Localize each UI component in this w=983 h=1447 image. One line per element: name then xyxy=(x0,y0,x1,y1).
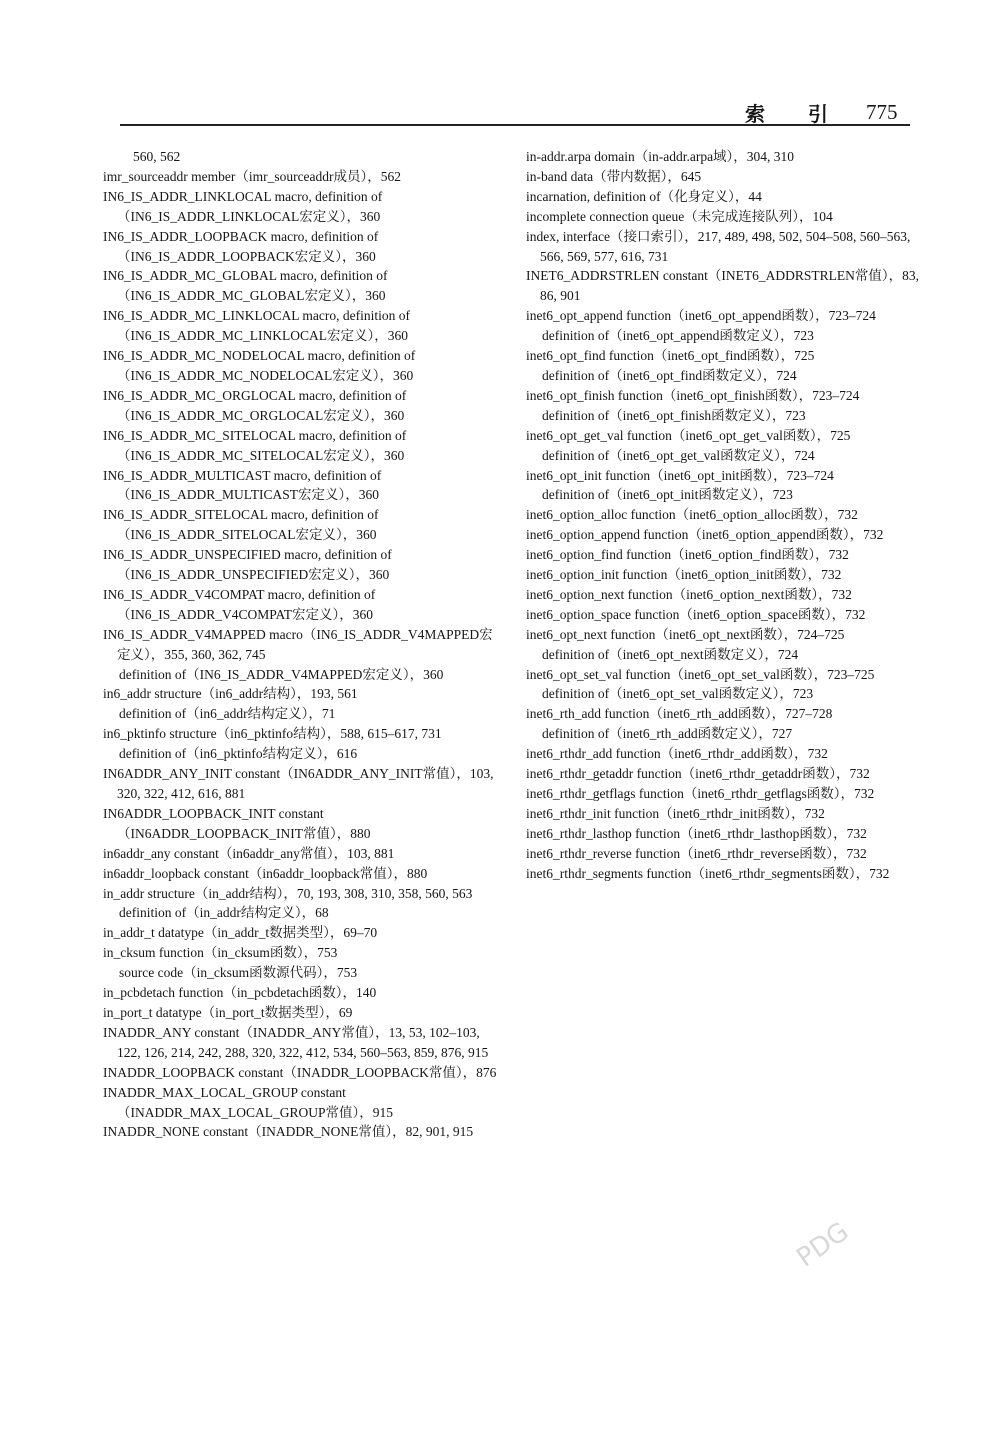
index-subentry: source code（in_cksum函数源代码），753 xyxy=(119,965,358,981)
index-subentry: definition of（IN6_IS_ADDR_V4MAPPED宏定义），360 xyxy=(119,666,444,682)
index-entry: inet6_rthdr_reverse function（inet6_rthdr_reverse函数），732 xyxy=(526,845,867,861)
index-entry: IN6_IS_ADDR_SITELOCAL macro, definition of（IN6_IS_ADDR_SITELOCAL宏定义），360 xyxy=(103,507,379,543)
index-entry: IN6_IS_ADDR_MC_SITELOCAL macro, definition of（IN6_IS_ADDR_MC_SITELOCAL宏定义），360 xyxy=(103,427,407,463)
index-entry: inet6_opt_finish function（inet6_opt_finish函数），723–724 xyxy=(526,387,860,403)
index-subentry: definition of（inet6_rth_add函数定义），727 xyxy=(542,726,793,742)
index-entry: inet6_option_init function（inet6_option_init函数），732 xyxy=(526,567,842,583)
index-entry: in6_pktinfo structure（in6_pktinfo结构），588, 615–617, 731 xyxy=(103,726,442,742)
index-entry: inet6_option_next function（inet6_option_next函数），732 xyxy=(526,586,852,602)
index-entry: in_cksum function（in_cksum函数），753 xyxy=(103,945,338,961)
index-entry: IN6_IS_ADDR_V4COMPAT macro, definition of（IN6_IS_ADDR_V4COMPAT宏定义），360 xyxy=(103,586,376,622)
index-subentry: definition of（in6_addr结构定义），71 xyxy=(119,706,336,722)
page-header xyxy=(0,0,983,130)
index-entry: inet6_rthdr_init function（inet6_rthdr_init函数），732 xyxy=(526,805,825,821)
index-subentry: definition of（inet6_opt_append函数定义），723 xyxy=(542,328,814,344)
index-entry: inet6_opt_find function（inet6_opt_find函数），725 xyxy=(526,348,815,364)
index-entry: inet6_option_alloc function（inet6_option_alloc函数），732 xyxy=(526,507,858,523)
header-label-index-2: 引 xyxy=(808,104,829,126)
index-entry: inet6_rthdr_segments function（inet6_rthdr_segments函数），732 xyxy=(526,865,890,881)
index-subentry: definition of（inet6_opt_set_val函数定义），723 xyxy=(542,686,814,702)
index-entry: inet6_rthdr_lasthop function（inet6_rthdr_lasthop函数），732 xyxy=(526,825,867,841)
index-entry: IN6_IS_ADDR_UNSPECIFIED macro, definition of（IN6_IS_ADDR_UNSPECIFIED宏定义），360 xyxy=(103,547,392,583)
index-entry: inet6_option_find function（inet6_option_find函数），732 xyxy=(526,547,849,563)
index-entry: in_addr structure（in_addr结构），70, 193, 308, 310, 358, 560, 563 xyxy=(103,885,473,901)
index-entry: inet6_opt_append function（inet6_opt_append函数），723–724 xyxy=(526,308,876,324)
index-subentry: definition of（in_addr结构定义），68 xyxy=(119,905,329,921)
index-entry: inet6_rth_add function（inet6_rth_add函数），727–728 xyxy=(526,706,833,722)
index-entry: in_addr_t datatype（in_addr_t数据类型），69–70 xyxy=(103,925,378,941)
index-entry: inet6_opt_next function（inet6_opt_next函数），724–725 xyxy=(526,626,845,642)
index-entry: in6_addr structure（in6_addr结构），193, 561 xyxy=(103,686,358,702)
index-entry: inet6_rthdr_add function（inet6_rthdr_add函数），732 xyxy=(526,746,828,762)
index-entry: 560, 562 xyxy=(133,149,181,164)
index-entry: IN6ADDR_LOOPBACK_INIT constant（IN6ADDR_LOOPBACK_INIT常值），880 xyxy=(103,805,371,841)
index-entry: IN6_IS_ADDR_MC_LINKLOCAL macro, definition of（IN6_IS_ADDR_MC_LINKLOCAL宏定义），360 xyxy=(103,308,410,344)
index-entry: inet6_opt_get_val function（inet6_opt_get_val函数），725 xyxy=(526,427,851,443)
index-entry: inet6_option_append function（inet6_option_append函数），732 xyxy=(526,527,884,543)
index-entry: IN6_IS_ADDR_MULTICAST macro, definition of（IN6_IS_ADDR_MULTICAST宏定义），360 xyxy=(103,467,382,503)
index-entry: IN6ADDR_ANY_INIT constant（IN6ADDR_ANY_INIT常值），103, 320, 322, 412, 616, 881 xyxy=(103,766,494,801)
index-subentry: definition of（inet6_opt_finish函数定义），723 xyxy=(542,407,806,423)
index-entry: inet6_option_space function（inet6_option_space函数），732 xyxy=(526,606,866,622)
index-subentry: definition of（inet6_opt_next函数定义），724 xyxy=(542,646,799,662)
index-subentry: definition of（inet6_opt_find函数定义），724 xyxy=(542,367,797,383)
index-entry: INADDR_MAX_LOCAL_GROUP constant（INADDR_MAX_LOCAL_GROUP常值），915 xyxy=(103,1084,394,1120)
index-subentry: definition of（in6_pktinfo结构定义），616 xyxy=(119,746,358,762)
index-entry: inet6_rthdr_getaddr function（inet6_rthdr_getaddr函数），732 xyxy=(526,766,870,782)
index-subentry: definition of（inet6_opt_init函数定义），723 xyxy=(542,487,793,503)
index-entry: inet6_opt_set_val function（inet6_opt_set_val函数），723–725 xyxy=(526,666,875,682)
index-column-left xyxy=(103,147,499,1142)
index-entry: IN6_IS_ADDR_MC_ORGLOCAL macro, definition of（IN6_IS_ADDR_MC_ORGLOCAL宏定义），360 xyxy=(103,387,407,423)
index-entry: in6addr_any constant（in6addr_any常值），103, 881 xyxy=(103,845,395,861)
index-entry: in_port_t datatype（in_port_t数据类型），69 xyxy=(103,1004,353,1020)
index-entry: incarnation, definition of（化身定义），44 xyxy=(526,188,762,204)
index-entry: inet6_rthdr_getflags function（inet6_rthdr_getflags函数），732 xyxy=(526,786,875,801)
index-entry: in-band data（带内数据），645 xyxy=(526,168,702,184)
index-entry: in-addr.arpa domain（in-addr.arpa域），304, 310 xyxy=(526,149,795,164)
index-entry: IN6_IS_ADDR_MC_GLOBAL macro, definition of（IN6_IS_ADDR_MC_GLOBAL宏定义），360 xyxy=(103,268,388,304)
index-entry: index, interface（接口索引），217, 489, 498, 502, 504–508, 560–563, 566, 569, 577, 616, 731 xyxy=(526,228,911,264)
index-entry: IN6_IS_ADDR_V4MAPPED macro（IN6_IS_ADDR_V4MAPPED宏定义），355, 360, 362, 745 xyxy=(103,626,493,662)
index-entry: in6addr_loopback constant（in6addr_loopback常值），880 xyxy=(103,865,428,881)
index-entry: IN6_IS_ADDR_MC_NODELOCAL macro, definition of（IN6_IS_ADDR_MC_NODELOCAL宏定义），360 xyxy=(103,348,416,383)
index-subentry: definition of（inet6_opt_get_val函数定义），724 xyxy=(542,447,815,463)
index-column-right xyxy=(526,147,922,884)
index-entry: INADDR_NONE constant（INADDR_NONE常值），82, 901, 915 xyxy=(103,1124,474,1140)
index-entry: INADDR_LOOPBACK constant（INADDR_LOOPBACK常值），876 xyxy=(103,1064,497,1080)
index-entry: INET6_ADDRSTRLEN constant（INET6_ADDRSTRLEN常值），83, 86, 901 xyxy=(526,268,919,304)
index-entry: IN6_IS_ADDR_LINKLOCAL macro, definition of（IN6_IS_ADDR_LINKLOCAL宏定义），360 xyxy=(103,188,383,224)
page-number: 775 xyxy=(866,100,898,124)
header-rule xyxy=(120,124,910,126)
index-entry: IN6_IS_ADDR_LOOPBACK macro, definition of（IN6_IS_ADDR_LOOPBACK宏定义），360 xyxy=(103,228,379,264)
watermark: PDG xyxy=(791,1216,855,1274)
index-entry: in_pcbdetach function（in_pcbdetach函数），140 xyxy=(103,985,377,1001)
header-label-index-1: 索 xyxy=(745,104,766,126)
index-entry: imr_sourceaddr member（imr_sourceaddr成员），562 xyxy=(103,168,402,184)
index-entry: INADDR_ANY constant（INADDR_ANY常值），13, 53, 102–103, 122, 126, 214, 242, 288, 320, 322, 412, 534, 560–563, 859, 876, 915 xyxy=(103,1024,489,1060)
index-entry: incomplete connection queue（未完成连接队列），104 xyxy=(526,208,833,224)
index-entry: inet6_opt_init function（inet6_opt_init函数），723–724 xyxy=(526,467,834,483)
